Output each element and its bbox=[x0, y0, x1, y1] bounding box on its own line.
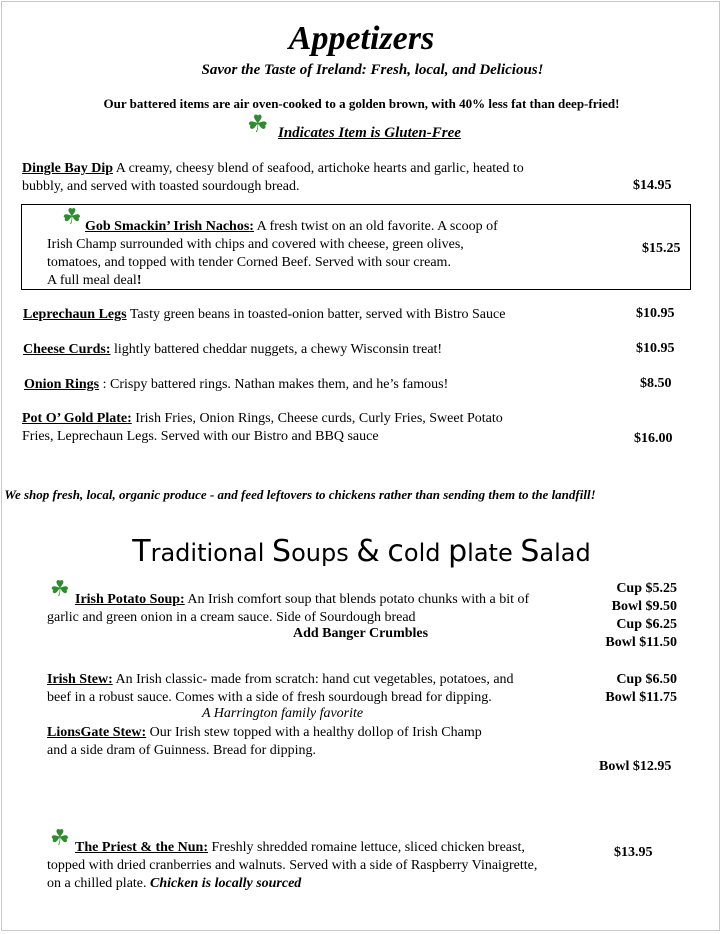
item-price: $16.00 bbox=[634, 431, 673, 446]
item-price: Bowl $11.50 bbox=[605, 635, 677, 650]
item-price: Bowl $9.50 bbox=[611, 599, 677, 614]
item-name: Irish Potato Soup bbox=[75, 592, 181, 607]
stew-price-list bbox=[597, 671, 677, 707]
item-desc: Irish Champ surrounded with chips and covered with cheese, green olives, bbox=[47, 237, 464, 252]
item-desc: lightly battered cheddar nuggets, a chewy Wisconsin treat! bbox=[110, 342, 443, 357]
item-price: Bowl $11.75 bbox=[605, 690, 677, 705]
menu-item-priest-and-nun: The Priest & the Nun: Freshly shredded romaine lettuce, sliced chicken breast, topped with dried cranberries and walnuts. Served with a side of Raspberry Vinaigrette, on a chilled plate. Chicken is locally sourced bbox=[47, 840, 538, 891]
item-name: Gob Smackin’ Irish Nachos bbox=[85, 219, 250, 234]
item-desc: on a chilled plate. bbox=[47, 876, 151, 891]
item-desc: and a side dram of Guinness. Bread for dipping. bbox=[47, 743, 317, 758]
item-desc: Fries, Leprechaun Legs. Served with our Bistro and BBQ sauce bbox=[22, 429, 379, 444]
addon-note: Add Banger Crumbles bbox=[293, 626, 429, 641]
item-desc: tomatoes, and topped with tender Corned Beef. Served with sour cream. bbox=[47, 255, 451, 270]
menu-item-lionsgate-stew: LionsGate Stew: Our Irish stew topped with a healthy dollop of Irish Champ and a side dram of Guinness. Bread for dipping. bbox=[47, 725, 482, 758]
page-subtitle: Savor the Taste of Ireland: Fresh, local, and Delicious! bbox=[201, 62, 544, 78]
air-oven-note: Our battered items are air oven-cooked to a golden brown, with 40% less fat than deep-fried! bbox=[103, 96, 620, 111]
item-desc: Our Irish stew topped with a healthy dollop of Irish Champ bbox=[146, 725, 482, 740]
sourcing-note: We shop fresh, local, organic produce - and feed leftovers to chickens rather than sending them to the landfill! bbox=[4, 487, 596, 502]
item-name: Cheese Curds bbox=[23, 342, 106, 357]
item-name: Pot O’ Gold Plate bbox=[22, 411, 128, 426]
menu-item-irish-nachos: Gob Smackin’ Irish Nachos: A fresh twist on an old favorite. A scoop of Irish Champ surrounded with chips and covered with cheese, green olives, tomatoes, and topped with tender Corned Beef. Served with sour cream. A full meal deal! bbox=[47, 219, 498, 288]
item-desc: beef in a robust sauce. Comes with a side of fresh sourdough bread for dipping. bbox=[47, 690, 492, 705]
item-desc: An Irish comfort soup that blends potato chunks with a bit of bbox=[184, 592, 530, 607]
item-name: Leprechaun Legs bbox=[23, 307, 127, 322]
item-price: $8.50 bbox=[640, 376, 672, 391]
item-desc: : Crispy battered rings. Nathan makes them, and he’s famous! bbox=[99, 377, 449, 392]
menu-item-leprechaun-legs bbox=[23, 306, 505, 324]
item-price: $13.95 bbox=[614, 845, 653, 860]
item-desc: garlic and green onion in a cream sauce. Side of Sourdough bread bbox=[47, 610, 416, 625]
item-name: LionsGate Stew bbox=[47, 725, 142, 740]
family-favorite-note: A Harrington family favorite bbox=[202, 706, 364, 721]
item-name: Dingle Bay Dip bbox=[22, 161, 114, 176]
menu-item-irish-potato-soup: Irish Potato Soup: An Irish comfort soup that blends potato chunks with a bit of garlic and green onion in a cream sauce. Side of Sourdough bread bbox=[47, 592, 530, 625]
item-price: $15.25 bbox=[642, 241, 681, 256]
item-price: Cup $6.50 bbox=[616, 672, 677, 687]
item-name: The Priest & the Nun bbox=[75, 840, 204, 855]
item-desc: An Irish classic- made from scratch: hand cut vegetables, potatoes, and bbox=[112, 672, 514, 687]
item-price: Cup $6.25 bbox=[616, 617, 677, 632]
item-name: Onion Rings bbox=[24, 377, 100, 392]
item-desc: A creamy, cheesy blend of seafood, artichoke hearts and garlic, heated to bbox=[113, 161, 524, 176]
item-desc: Irish Fries, Onion Rings, Cheese curds, Curly Fries, Sweet Potato bbox=[131, 411, 503, 426]
soup-price-list bbox=[600, 580, 677, 652]
item-desc: A fresh twist on an old favorite. A scoop of bbox=[253, 219, 498, 234]
page-title: Appetizers bbox=[288, 20, 435, 57]
item-price: Bowl $12.95 bbox=[599, 759, 672, 774]
menu-item-dingle-bay-dip bbox=[22, 160, 524, 196]
item-price: $14.95 bbox=[633, 178, 672, 193]
locally-sourced-note: Chicken is locally sourced bbox=[150, 876, 302, 891]
item-desc: topped with dried cranberries and walnuts. Served with a side of Raspberry Vinaigrette, bbox=[47, 858, 538, 873]
item-desc: Tasty green beans in toasted-onion batter, served with Bistro Sauce bbox=[126, 307, 506, 322]
item-name: Irish Stew bbox=[47, 672, 109, 687]
shamrock-icon: ☘ bbox=[62, 204, 82, 229]
item-price: $10.95 bbox=[636, 306, 675, 321]
gluten-free-legend: Indicates Item is Gluten-Free bbox=[278, 125, 461, 141]
item-desc: bubbly, and served with toasted sourdough bread. bbox=[22, 179, 300, 194]
shamrock-icon: ☘ bbox=[50, 825, 70, 850]
menu-item-onion-rings bbox=[24, 376, 448, 394]
shamrock-icon: ☘ bbox=[247, 112, 269, 138]
item-desc: Freshly shredded romaine lettuce, sliced chicken breast, bbox=[208, 840, 525, 855]
menu-item-cheese-curds: Cheese Curds: lightly battered cheddar nuggets, a chewy Wisconsin treat! bbox=[23, 342, 443, 357]
soups-section-title: Traditional Soups & cold plate Salad bbox=[132, 534, 591, 569]
item-desc: A full meal deal bbox=[47, 273, 137, 288]
menu-item-pot-o-gold: Pot O’ Gold Plate: Irish Fries, Onion Rings, Cheese curds, Curly Fries, Sweet Potato Fries, Leprechaun Legs. Served with our Bistro and BBQ sauce bbox=[22, 411, 503, 444]
menu-item-irish-stew: Irish Stew: An Irish classic- made from scratch: hand cut vegetables, potatoes, and beef in a robust sauce. Comes with a side of fresh sourdough bread for dipping. bbox=[47, 672, 514, 705]
shamrock-icon: ☘ bbox=[50, 576, 70, 601]
item-price: $10.95 bbox=[636, 341, 675, 356]
item-price: Cup $5.25 bbox=[616, 581, 677, 596]
